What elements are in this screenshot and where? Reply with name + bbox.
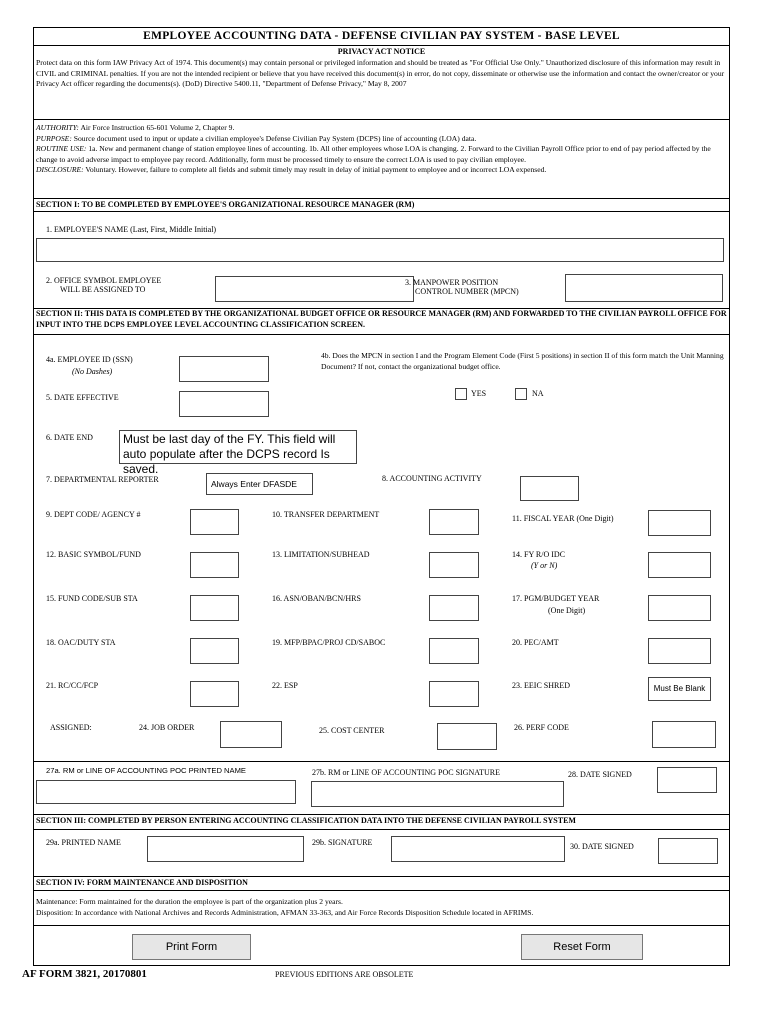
divider bbox=[34, 198, 729, 199]
fiscal-year-label: 11. FISCAL YEAR (One Digit) bbox=[512, 514, 614, 523]
oac-duty-sta-field[interactable] bbox=[190, 638, 239, 664]
section4-heading: SECTION IV: FORM MAINTENANCE AND DISPOSITION bbox=[36, 878, 248, 887]
fund-code-field[interactable] bbox=[190, 595, 239, 621]
editions-notice: PREVIOUS EDITIONS ARE OBSOLETE bbox=[275, 970, 414, 979]
employee-id-sublabel: (No Dashes) bbox=[72, 367, 113, 376]
divider bbox=[34, 814, 729, 815]
rm-printed-name-label: 27a. RM or LINE OF ACCOUNTING POC PRINTED NAME bbox=[46, 766, 246, 775]
divider bbox=[34, 211, 729, 212]
cost-center-field[interactable] bbox=[437, 723, 497, 750]
authority-line bbox=[36, 123, 726, 134]
section3-heading: SECTION III: COMPLETED BY PERSON ENTERING ACCOUNTING CLASSIFICATION DATA INTO THE DEFENSE CIVILIAN PAYROLL SYSTEM bbox=[36, 816, 576, 825]
purpose-line bbox=[36, 134, 726, 145]
yes-label: YES bbox=[471, 389, 487, 398]
mpcn-field[interactable] bbox=[565, 274, 723, 302]
entry-date-signed-label: 30. DATE SIGNED bbox=[570, 842, 634, 851]
limitation-field[interactable] bbox=[429, 552, 479, 578]
routine-label: ROUTINE USE: bbox=[36, 144, 87, 154]
job-order-field[interactable] bbox=[220, 721, 282, 748]
transfer-department-label: 10. TRANSFER DEPARTMENT bbox=[272, 510, 380, 519]
privacy-heading: PRIVACY ACT NOTICE bbox=[337, 47, 426, 56]
entry-signature-field[interactable] bbox=[391, 836, 565, 862]
eeic-shred-field[interactable]: Must Be Blank bbox=[648, 677, 711, 701]
authority-label: AUTHORITY: bbox=[36, 123, 79, 132]
date-end-label: 6. DATE END bbox=[46, 433, 93, 442]
limitation-label: 13. LIMITATION/SUBHEAD bbox=[272, 550, 370, 559]
transfer-department-field[interactable] bbox=[429, 509, 479, 535]
basic-symbol-label: 12. BASIC SYMBOL/FUND bbox=[46, 550, 141, 559]
employee-name-field[interactable] bbox=[36, 238, 724, 262]
mpcn-match-question: 4b. Does the MPCN in section I and the Program Element Code (First 5 positions) in section II of this form match the Unit Manning Document? If not, contact the organizational budget office. bbox=[321, 351, 724, 371]
pec-amt-field[interactable] bbox=[648, 638, 711, 664]
dept-code-label: 9. DEPT CODE/ AGENCY # bbox=[46, 510, 141, 519]
basic-symbol-field[interactable] bbox=[190, 552, 239, 578]
pgm-budget-year-label: 17. PGM/BUDGET YEAR bbox=[512, 594, 600, 603]
office-symbol-label-line2: WILL BE ASSIGNED TO bbox=[60, 285, 146, 294]
mpcn-label-line2: CONTROL NUMBER (MPCN) bbox=[415, 287, 519, 296]
pgm-budget-year-sublabel: (One Digit) bbox=[548, 606, 586, 615]
fy-ro-idc-sublabel: (Y or N) bbox=[531, 561, 558, 570]
form-id: AF FORM 3821, 20170801 bbox=[22, 968, 147, 980]
fy-ro-idc-field[interactable] bbox=[648, 552, 711, 578]
authority-text: Air Force Instruction 65-601 Volume 2, Chapter 9. bbox=[78, 123, 235, 132]
divider bbox=[34, 829, 729, 830]
dept-code-field[interactable] bbox=[190, 509, 239, 535]
fund-code-label: 15. FUND CODE/SUB STA bbox=[46, 594, 138, 603]
purpose-label: PURPOSE: bbox=[36, 133, 72, 143]
date-effective-field[interactable] bbox=[179, 391, 269, 417]
section1-heading: SECTION I: TO BE COMPLETED BY EMPLOYEE'S ORGANIZATIONAL RESOURCE MANAGER (RM) bbox=[36, 200, 415, 209]
reset-form-button[interactable]: Reset Form bbox=[521, 934, 643, 960]
mpcn-label-line1: 3. MANPOWER POSITION bbox=[405, 278, 499, 287]
na-label: NA bbox=[532, 389, 544, 398]
oac-duty-sta-label: 18. OAC/DUTY STA bbox=[46, 638, 116, 647]
routine-line bbox=[36, 144, 726, 165]
mfp-bpac-label: 19. MFP/BPAC/PROJ CD/SABOC bbox=[272, 638, 386, 647]
rm-date-signed-field[interactable] bbox=[657, 767, 717, 793]
rm-date-signed-label: 28. DATE SIGNED bbox=[568, 770, 632, 779]
accounting-activity-label: 8. ACCOUNTING ACTIVITY bbox=[382, 474, 482, 483]
rc-cc-fcp-label: 21. RC/CC/FCP bbox=[46, 681, 99, 690]
office-symbol-label bbox=[46, 276, 161, 294]
section2-heading: SECTION II: THIS DATA IS COMPLETED BY THE ORGANIZATIONAL BUDGET OFFICE OR RESOURCE MANAGER (RM) AND FORWARDED TO THE CIVILIAN PAYROLL OFFICE FOR INPUT INTO THE DCPS EMPLOYEE LEVEL ACCOUNTING CLASSIFICATION SCREEN. bbox=[36, 309, 727, 329]
fy-ro-idc-label: 14. FY R/O IDC bbox=[512, 550, 566, 559]
date-end-field[interactable]: Must be last day of the FY. This field will auto populate after the DCPS record Is saved. bbox=[119, 430, 357, 464]
privacy-text: Protect data on this form IAW Privacy Act of 1974. This document(s) may contain personal or privileged information and should be treated as "For Official Use Only." Unauthorized disclosure of this information may result in CIVIL and CRIMINAL penalties. If you are not the intended recipient or believe that you have received this document(s) in error, do not copy, disseminate or otherwise use the information and contact the owner/creator or your Privacy Act officer regarding the documents(s). (DoD) Directive 5400.11, "Department of Defense Privacy," May 8, 2007 bbox=[36, 58, 725, 89]
disposition-text: Disposition: In accordance with National Archives and Records Administration, AFMAN 33-363, and Air Force Records Disposition Schedule located in AFRIMS. bbox=[36, 908, 534, 917]
perf-code-field[interactable] bbox=[652, 721, 716, 748]
divider bbox=[34, 761, 729, 762]
date-effective-label: 5. DATE EFFECTIVE bbox=[46, 393, 119, 402]
divider bbox=[34, 876, 729, 877]
employee-id-label: 4a. EMPLOYEE ID (SSN) bbox=[46, 355, 133, 364]
job-order-label: 24. JOB ORDER bbox=[139, 723, 195, 732]
purpose-text: Source document used to input or update a civilian employee's Defense Civilian Pay System (DCPS) line of accounting (LOA) data. bbox=[71, 133, 477, 143]
pec-amt-label: 20. PEC/AMT bbox=[512, 638, 559, 647]
rm-signature-field[interactable] bbox=[311, 781, 564, 807]
departmental-reporter-field[interactable]: Always Enter DFASDE bbox=[206, 473, 313, 495]
mpcn-label bbox=[405, 278, 519, 296]
fiscal-year-field[interactable] bbox=[648, 510, 711, 536]
maintenance-text: Maintenance: Form maintained for the duration the employee is part of the organization plus 2 years. bbox=[36, 897, 343, 906]
divider bbox=[34, 925, 729, 926]
office-symbol-field[interactable] bbox=[215, 276, 414, 302]
asn-oban-field[interactable] bbox=[429, 595, 479, 621]
form-title: EMPLOYEE ACCOUNTING DATA - DEFENSE CIVILIAN PAY SYSTEM - BASE LEVEL bbox=[143, 30, 620, 42]
asn-oban-label: 16. ASN/OBAN/BCN/HRS bbox=[272, 594, 361, 603]
divider bbox=[34, 890, 729, 891]
employee-name-label: 1. EMPLOYEE'S NAME (Last, First, Middle Initial) bbox=[46, 225, 217, 234]
mfp-bpac-field[interactable] bbox=[429, 638, 479, 664]
perf-code-label: 26. PERF CODE bbox=[514, 723, 569, 732]
form-container bbox=[33, 27, 730, 966]
accounting-activity-field[interactable] bbox=[520, 476, 579, 501]
entry-printed-name-field[interactable] bbox=[147, 836, 304, 862]
office-symbol-label-line1: 2. OFFICE SYMBOL EMPLOYEE bbox=[46, 276, 162, 285]
rm-printed-name-field[interactable] bbox=[36, 780, 296, 804]
pgm-budget-year-field[interactable] bbox=[648, 595, 711, 621]
disclosure-text: Voluntary. However, failure to complete all fields and submit timely may result in delay of initial payment to employee and or incorrect LOA expensed. bbox=[83, 165, 547, 175]
rm-signature-label: 27b. RM or LINE OF ACCOUNTING POC SIGNATURE bbox=[312, 768, 501, 777]
divider bbox=[34, 45, 729, 46]
statement-block bbox=[36, 123, 726, 176]
divider bbox=[34, 334, 729, 335]
divider bbox=[34, 119, 729, 120]
disclosure-label: DISCLOSURE: bbox=[36, 165, 84, 175]
routine-text: 1a. New and permanent change of station employee lines of accounting. 1b. All other employees whose LOA is changing. 2. Forward to the Civilian Payroll Office prior to end of pay period affected by the change to avoid adverse impact to employee pay record. Additionally, form must be processed timely to ensure the correct LOA is used to pay civilian employee. bbox=[36, 144, 711, 164]
na-checkbox[interactable] bbox=[515, 388, 527, 400]
departmental-reporter-label: 7. DEPARTMENTAL REPORTER bbox=[46, 475, 159, 484]
entry-signature-label: 29b. SIGNATURE bbox=[312, 838, 373, 847]
rc-cc-fcp-field[interactable] bbox=[190, 681, 239, 707]
entry-date-signed-field[interactable] bbox=[658, 838, 718, 864]
esp-label: 22. ESP bbox=[272, 681, 298, 690]
disclosure-line bbox=[36, 165, 726, 176]
cost-center-label: 25. COST CENTER bbox=[319, 726, 385, 735]
eeic-shred-label: 23. EEIC SHRED bbox=[512, 681, 570, 690]
employee-id-field[interactable] bbox=[179, 356, 269, 382]
print-form-button[interactable]: Print Form bbox=[132, 934, 251, 960]
yes-checkbox[interactable] bbox=[455, 388, 467, 400]
esp-field[interactable] bbox=[429, 681, 479, 707]
entry-printed-name-label: 29a. PRINTED NAME bbox=[46, 838, 121, 847]
assigned-label: ASSIGNED: bbox=[50, 723, 92, 732]
